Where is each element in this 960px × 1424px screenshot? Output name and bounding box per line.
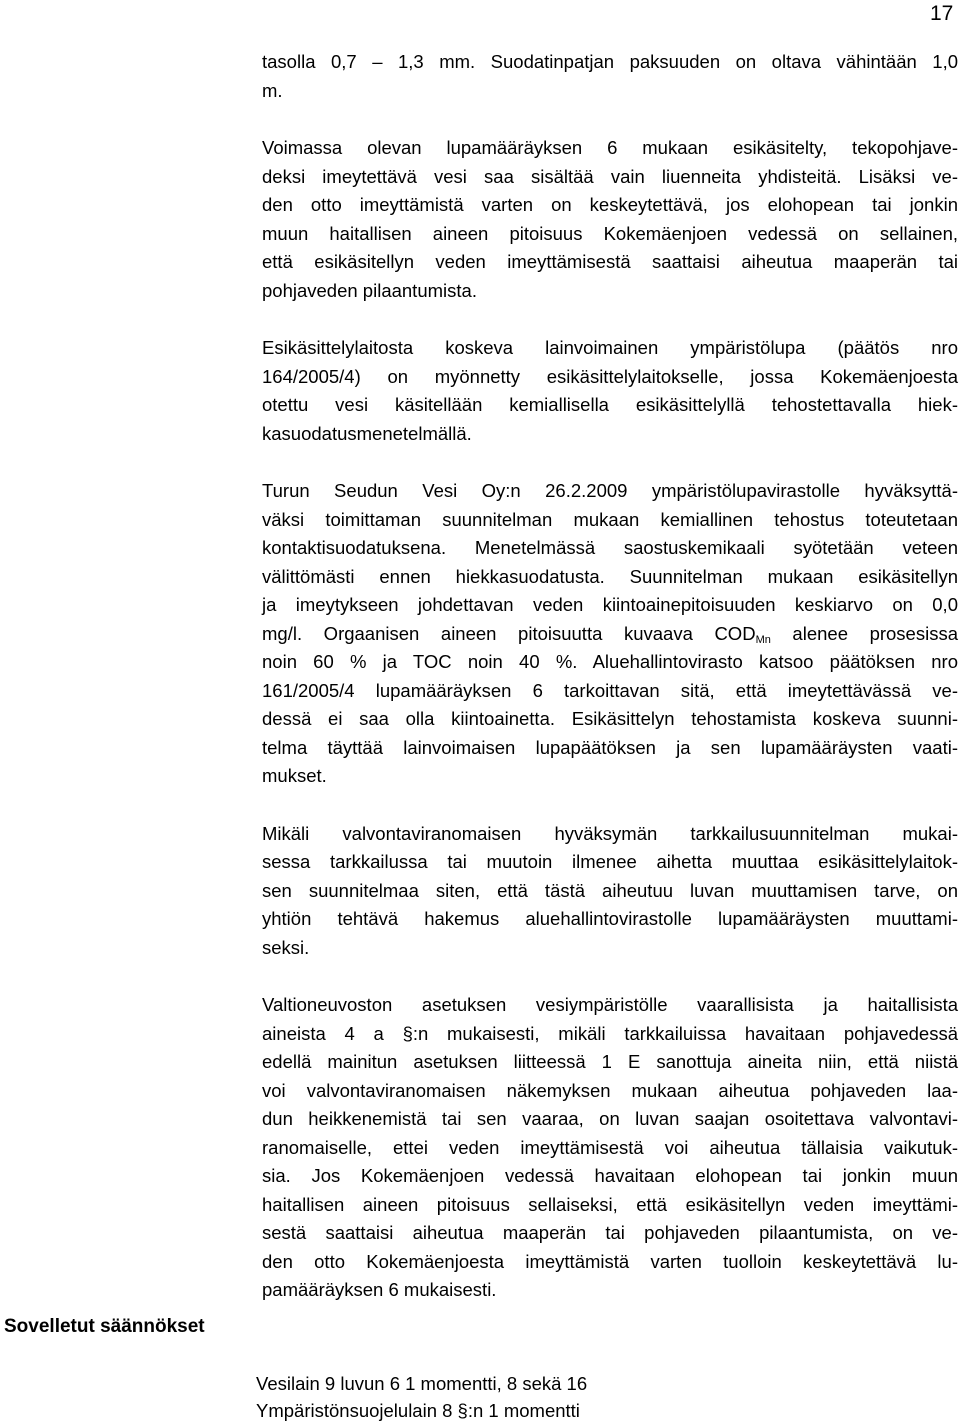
text-line: edellä mainitun asetuksen liitteessä 1 E sanottuja aineita niin, että niistä — [262, 1051, 958, 1072]
text-line: kontaktisuodatuksena. Menetelmässä saostuskemikaali syötetään veteen — [262, 537, 958, 558]
paragraph-government-decree — [262, 991, 958, 1305]
applied-rules-list — [256, 1370, 587, 1424]
section-heading-applied-rules: Sovelletut säännökset — [4, 1316, 205, 1337]
text-line: sia. Jos Kokemäenjoen vedessä havaitaan elohopean tai jonkin muun — [262, 1165, 958, 1186]
text-line: m. — [262, 79, 283, 101]
text-line-cod — [262, 620, 958, 649]
text-line: dun heikkenemistä tai sen vaaraa, on luvan saajan osoitettava valvontavi- — [262, 1108, 958, 1129]
text-line: otettu vesi käsitellään kemiallisella esikäsittelyllä tehostettavalla hiek- — [262, 394, 958, 415]
text-line: 164/2005/4) on myönnetty esikäsittelylaitokselle, jossa Kokemäenjoesta — [262, 365, 958, 387]
text-line: muun haitallisen aineen pitoisuus Kokemäenjoen vedessä on sellainen, — [262, 222, 958, 244]
text-line: ranomaiselle, ettei veden imeyttämisestä voi aiheutua tällaisia vaikutuk- — [262, 1136, 958, 1158]
text-line: Esikäsittelylaitosta koskeva lainvoimainen ympäristölupa (päätös nro — [262, 337, 958, 358]
text-line: deksi imeytettävä vesi saa sisältää vain liuenneita yhdisteitä. Lisäksi ve- — [262, 165, 958, 187]
text-line: pamääräyksen 6 mukaisesti. — [262, 1279, 497, 1300]
paragraph-environmental-permit — [262, 334, 958, 448]
text-line: sessa tarkkailussa tai muutoin ilmenee aihetta muuttaa esikäsittelylaitok- — [262, 851, 958, 872]
text-line: aineista 4 a §:n mukaisesti, mikäli tarkkailuissa havaitaan pohjavedessä — [262, 1022, 958, 1044]
cod-subscript: Mn — [755, 633, 771, 646]
text-line: tasolla 0,7 – 1,3 mm. Suodatinpatjan paksuuden on oltava vähintään 1,0 — [262, 51, 958, 72]
text-line: Turun Seudun Vesi Oy:n 26.2.2009 ympäristölupavirastolle hyväksyttä- — [262, 480, 958, 501]
text-line: 161/2005/4 lupamääräyksen 6 tarkoittavan sitä, että imeytettävässä ve- — [262, 679, 958, 701]
text-line: haitallisen aineen pitoisuus sellaiseksi, että esikäsitellyn veden imeyttämi- — [262, 1193, 958, 1215]
text-line: Voimassa olevan lupamääräyksen 6 mukaan esikäsitelty, tekopohjave- — [262, 137, 958, 158]
text-line: dessä ei saa olla kiintoainetta. Esikäsittelyn tehostamista koskeva suunni- — [262, 708, 958, 729]
text-line: mukset. — [262, 765, 327, 786]
text-line: telma täyttää lainvoimaisen lupapäätöksen ja sen lupamääräysten vaati- — [262, 736, 958, 758]
applied-rule-item: Ympäristönsuojelulain 8 §:n 1 momentti — [256, 1400, 580, 1421]
text-line: että esikäsitellyn veden imeyttämisestä saattaisi aiheutua maaperän tai — [262, 251, 958, 272]
text-line: sen suunnitelmaa siten, että tästä aiheutuu luvan muuttamisen tarve, on — [262, 879, 958, 901]
paragraph-treatment-plan — [262, 477, 958, 791]
text-line: den otto Kokemäenjoesta imeyttämistä varten tuolloin keskeytettävä lu- — [262, 1250, 958, 1272]
text-line: yhtiön tehtävä hakemus aluehallintovirastolle lupamääräysten muuttami- — [262, 908, 958, 929]
text-line: välittömästi ennen hiekkasuodatusta. Suunnitelman mukaan esikäsitellyn — [262, 565, 958, 587]
text-line: pohjaveden pilaantumista. — [262, 279, 477, 301]
text-line: noin 60 % ja TOC noin 40 %. Aluehallintovirasto katsoo päätöksen nro — [262, 651, 958, 672]
text-line: Mikäli valvontaviranomaisen hyväksymän tarkkailusuunnitelman mukai- — [262, 822, 958, 844]
text-line: Valtioneuvoston asetuksen vesiympäristölle vaarallisista ja haitallisista — [262, 994, 958, 1015]
page-number: 17 — [930, 2, 954, 25]
paragraph-permit-regulation-6 — [262, 134, 958, 305]
paragraph-filter-bed — [262, 48, 958, 105]
text-line: den otto imeyttämistä varten on keskeytettävä, jos elohopean tai jonkin — [262, 194, 958, 215]
text-line: seksi. — [262, 936, 310, 958]
text-line: ja imeytykseen johdettavan veden kiintoainepitoisuuden keskiarvo on 0,0 — [262, 594, 958, 615]
main-text-column — [262, 48, 958, 1334]
cod-line-start: mg/l. Orgaanisen aineen pitoisuutta kuvaava COD — [262, 622, 756, 644]
applied-rule-item: Vesilain 9 luvun 6 1 momentti, 8 sekä 16 — [256, 1373, 588, 1394]
text-line: sestä saattaisi aiheutua maaperän tai pohjaveden pilaantumista, on ve- — [262, 1222, 958, 1243]
text-line: kasuodatusmenetelmällä. — [262, 422, 472, 444]
paragraph-monitoring-plan — [262, 820, 958, 963]
text-line: väksi toimittaman suunnitelman mukaan kemiallinen tehostus toteutetaan — [262, 508, 958, 530]
text-line: voi valvontaviranomaisen näkemyksen mukaan aiheutua pohjaveden laa- — [262, 1079, 958, 1101]
cod-line-end: alenee prosesissa — [770, 622, 958, 644]
